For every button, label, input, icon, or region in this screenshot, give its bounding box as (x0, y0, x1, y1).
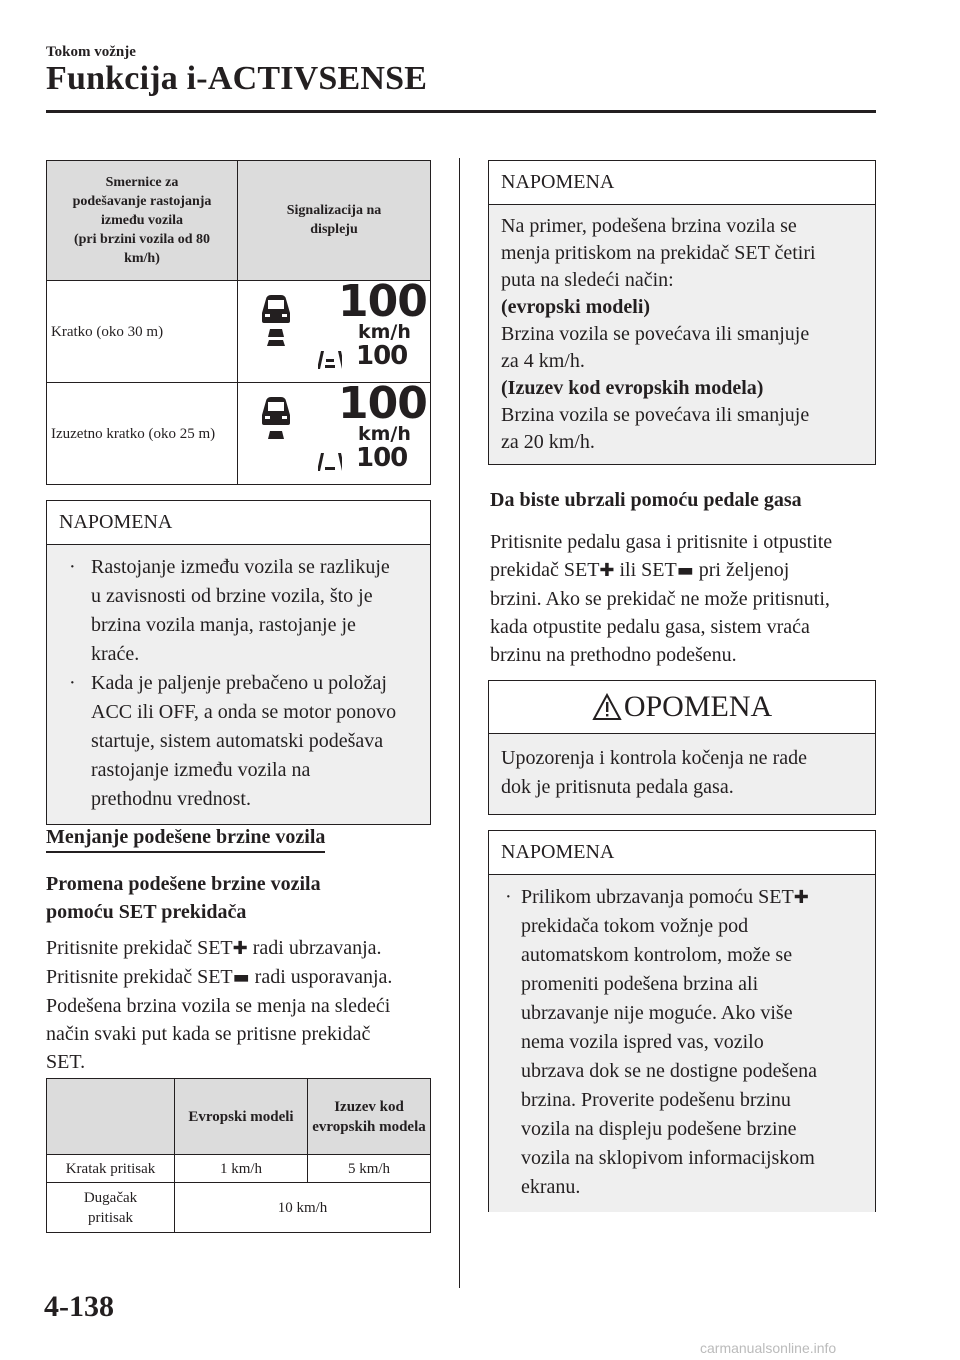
speed-unit: km/h (358, 321, 411, 343)
warning-box: OPOMENA Upozorenja i kontrola kočenja ne rade dok je pritisnuta pedala gasa. (488, 680, 876, 815)
plus-icon: ✚ (232, 938, 248, 959)
paragraph-set-switch: Pritisnite prekidač SET✚ radi ubrzavanja. Pritisnite prekidač SET▬ radi usporavanja. Podešena brzina vozila se menja na sledeći način svaki put kada se pritisne prekidač SET. (46, 937, 393, 1073)
plus-icon: ✚ (793, 887, 809, 908)
list-item: · Rastojanje između vozila se razlikuje u zavisnosti od brzine vozila, što je brzina vozila manja, rastojanje je kraće. (69, 556, 390, 665)
section-label: Tokom vožnje (46, 44, 136, 60)
table-row (47, 383, 431, 485)
set-speed-large: 100 (338, 276, 427, 327)
display-indicator (238, 276, 431, 383)
header-rule (46, 110, 876, 113)
section-heading: Menjanje podešene brzine vozila (46, 826, 325, 853)
accel-heading: Da biste ubrzali pomoću pedale gasa (490, 489, 802, 511)
list-item: · Kada je paljenje prebačeno u položaj ACC ili OFF, a onda se motor ponovo startuje, sistem automatski podešava rastojanje između vozila na prethodnu vrednost. (69, 672, 397, 810)
note-title: NAPOMENA (489, 161, 875, 205)
warning-title: OPOMENA (623, 690, 773, 723)
minus-icon: ▬ (676, 560, 694, 581)
display-header: Signalizacija na displeju (238, 161, 431, 281)
note-title: NAPOMENA (47, 501, 430, 545)
plus-icon: ✚ (599, 560, 615, 581)
press-table (46, 1078, 431, 1233)
header-other: Izuzev kod evropskih modela (308, 1079, 431, 1155)
distance-header: Smernice za podešavanje rastojanja između vozila (pri brzini vozila od 80 km/h) (47, 161, 238, 281)
warning-triangle-icon (592, 693, 622, 721)
note-title: NAPOMENA (489, 831, 875, 875)
distance-bars-icon (318, 347, 342, 373)
table-row (47, 281, 431, 383)
vehicle-ahead-icon (258, 391, 294, 449)
vehicle-ahead-icon (258, 289, 294, 347)
watermark: carmanualsonline.info (700, 1340, 837, 1356)
note-box-example: NAPOMENA Na primer, podešena brzina vozila se menja pritiskom na prekidač SET četiri puta na sledeći način: (evropski modeli) Brzina vozila se povećava ili smanjuje za 4 km/h. (Izuzev kod evropskih modela) Brzina vozila se povećava ili smanjuje za 20 km/h. (488, 160, 876, 465)
distance-bars-icon (318, 449, 342, 475)
header-eu: Evropski modeli (175, 1079, 308, 1155)
sub-heading: Promena podešene brzine vozila pomoću SET prekidača (46, 873, 321, 923)
list-item: Prilikom ubrzavanja pomoću SET✚ (521, 886, 809, 908)
minus-icon: ▬ (232, 967, 250, 988)
set-speed-small: 100 (356, 341, 408, 371)
distance-label: Kratko (oko 30 m) (47, 281, 238, 383)
distance-label: Izuzetno kratko (oko 25 m) (47, 383, 238, 485)
distance-table (46, 160, 431, 485)
speed-unit: km/h (358, 423, 411, 445)
column-divider (459, 158, 460, 1288)
page-number: 4-138 (44, 1290, 114, 1323)
set-speed-large: 100 (338, 378, 427, 429)
note-box-distance (46, 500, 431, 825)
set-speed-small: 100 (356, 443, 408, 473)
table-row: Kratak pritisak 1 km/h 5 km/h (47, 1155, 431, 1183)
table-row: Dugačak pritisak 10 km/h (47, 1183, 431, 1233)
chapter-title: Funkcija i-ACTIVSENSE (46, 60, 428, 97)
display-indicator (238, 378, 431, 485)
note-box-acceleration: NAPOMENA · Prilikom ubrzavanja pomoću SET✚ prekidača tokom vožnje pod automatskom kontrolom, može se promeniti podešena brzina ali ubrzavanje nije moguće. Ako više nema vozila ispred vas, vozilo ubrzava dok se ne dostigne podešena brzina. Proverite podešenu brzinu vozila na displeju podešene brzine vozila na sklopivom informacijskom ekranu. (488, 830, 876, 1212)
paragraph-accelerator: Pritisnite pedalu gasa i pritisnite i otpustite prekidač SET✚ ili SET▬ pri željenoj brzini. Ako se prekidač ne može pritisnuti, kada otpustite pedalu gasa, sistem vraća brzinu na prethodno podešenu. (490, 531, 833, 666)
